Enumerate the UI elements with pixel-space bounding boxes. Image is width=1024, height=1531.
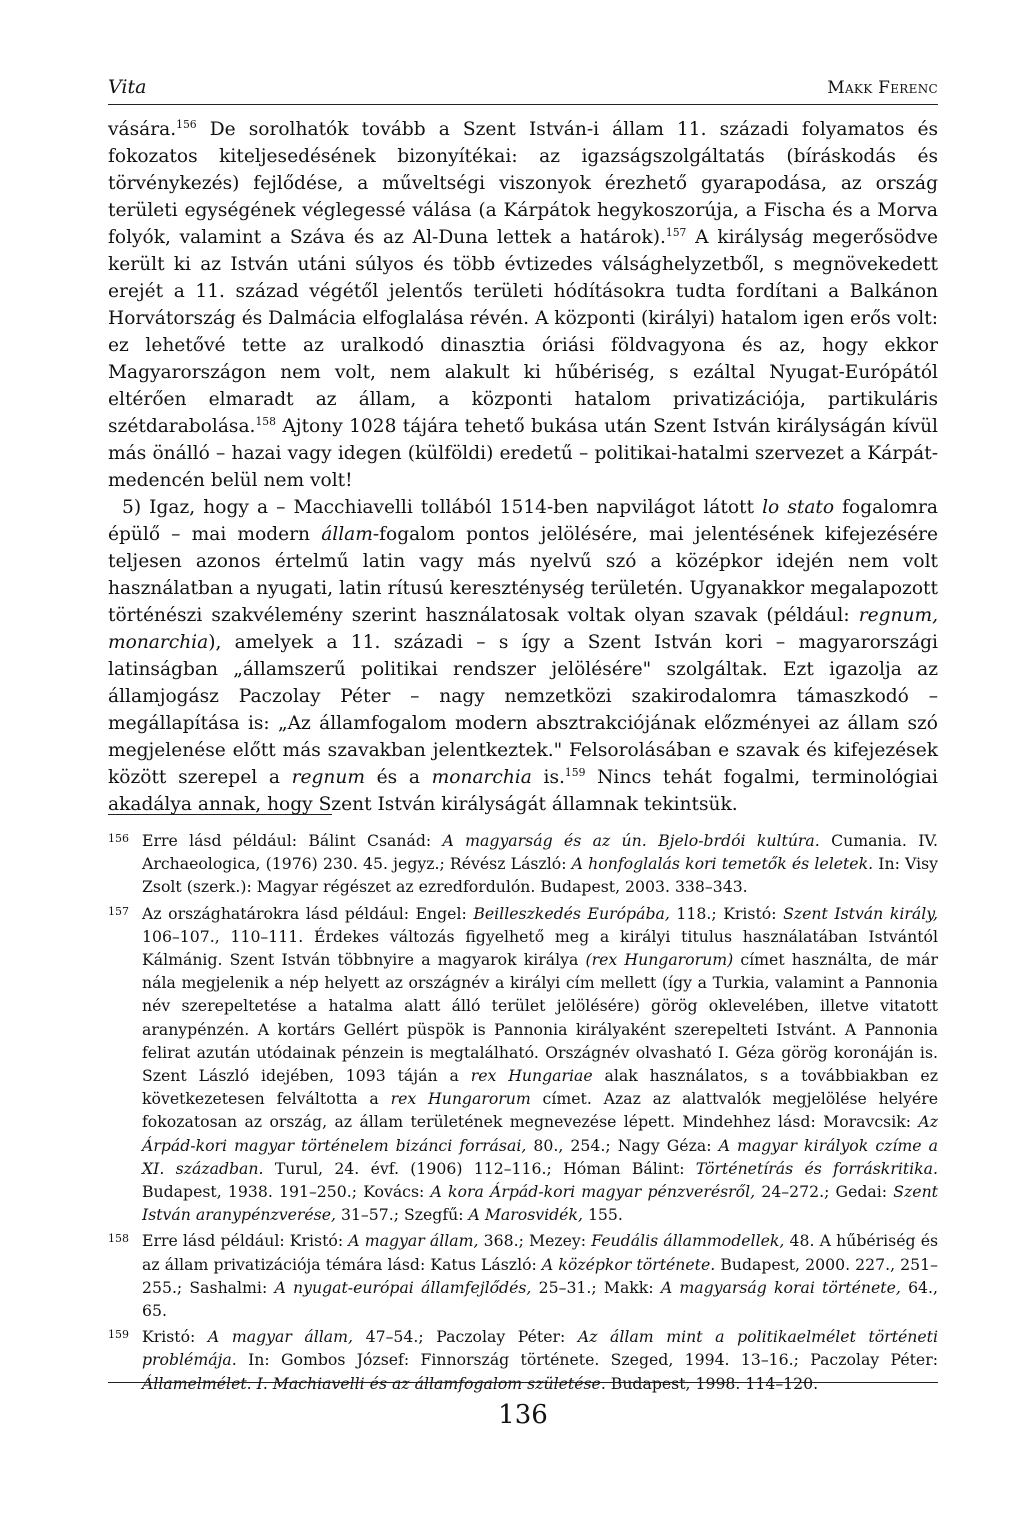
text-run: Erre lásd például: Bálint Csanád: <box>142 831 443 850</box>
italic-title: Feudális állammodellek, <box>591 1231 785 1251</box>
text-run: Ajtony 1028 tájára tehető bukása után Szent István királyságán kívül más önálló – hazai vagy idegen (külföldi) eredetű – politikai-hatalmi szervezet a Kárpát-medencén belül nem volt! <box>108 416 938 491</box>
text-run: Az országhatárokra lásd például: Engel: <box>142 903 474 923</box>
italic-title: A Marosvidék, <box>468 1205 583 1225</box>
text-run: 25–31.; Makk: <box>531 1277 661 1297</box>
italic-title: A középkor története. <box>541 1254 716 1274</box>
footnote-separator <box>108 814 332 815</box>
footnote-156 <box>108 829 938 899</box>
text-run: 80., 254.; Nagy Géza: <box>526 1135 719 1155</box>
footnote-number: 156 <box>108 832 129 845</box>
footnote-number: 157 <box>108 904 129 918</box>
italic-title: A magyar állam, <box>207 1327 354 1347</box>
text-run: Erre lásd például: Kristó: <box>142 1231 349 1251</box>
text-run: In: Visy Zsolt (szerk.): Magyar régészet az ezredfordulón. Budapest, 2003. 338–343. <box>142 854 939 897</box>
text-run: 31–57.; Szegfű: <box>335 1205 469 1225</box>
text-run: 24–272.; Gedai: <box>755 1182 894 1202</box>
text-run: 368.; Mezey: <box>478 1231 592 1251</box>
italic-title: rex Hungarorum <box>390 1089 531 1109</box>
text-run: 47–54.; Paczolay Péter: <box>353 1327 578 1347</box>
text-run: 64., 65. <box>142 1277 939 1321</box>
italic-term: regnum <box>291 767 365 788</box>
text-run: Turul, 24. évf. (1906) 112–116.; Hóman Bálint: <box>263 1158 696 1178</box>
text-run: fogalomra épülő – mai modern <box>108 497 938 545</box>
italic-title: Történetírás és forráskritika. <box>695 1158 939 1178</box>
italic-term: állam <box>321 524 373 545</box>
text-run: A királyság megerősödve került ki az István utáni súlyos és több évtizedes válsághelyzetből, s megnövekedett erejét a 11. század végétől jelentős területi hódításokra tudta fordítani a Balkánon Horvátország és Dalmácia elfoglalása révén. A központi (királyi) hatalom igen erős volt: ez lehetővé tette az uralkodó dinasztia óriási földvagyona és az, hogy ekkor Magyarországon nem volt, nem alakult ki hűbériség, s ezáltal Nyugat-Európától eltérően elmaradt az állam, a központi hatalom privatizációja, partikuláris szétdarabolása. <box>108 227 938 437</box>
italic-title: (rex Hungarorum) <box>585 950 734 970</box>
italic-title: Az állam mint a politikaelmélet történeti problémája. <box>142 1327 939 1370</box>
footnote-159 <box>108 1325 938 1395</box>
footnote-number: 158 <box>108 1232 129 1246</box>
author-name: Makk Ferenc <box>827 78 938 98</box>
text-run: címet. Azaz az alattvalók megjelölése helyére fokozatosan az ország, az állam területének megnevezése lépett. Mindehhez lásd: Moravcsik: <box>142 1089 938 1132</box>
footnote-ref-157[interactable]: 157 <box>665 225 687 239</box>
italic-title: Az Árpád-kori magyar történelem bizánci forrásai, <box>142 1112 938 1155</box>
text-run: ), amelyek a 11. századi – s így a Szent István kori – magyarországi latinságban „államszerű politikai rendszer jelölésére" szolgáltak. Ezt igazolja az államjogász Paczolay Péter – nagy nemzetközi szakirodalomra támaszkodó – megállapítása is: „Az államfogalom modern absztrakciójának előzményei az állam szó megjelenése előtt más szavakban jelentkeztek." Felsorolásában e szavak és kifejezések között szerepel a <box>108 632 938 788</box>
footnote-ref-158[interactable]: 158 <box>255 414 277 428</box>
text-run: 155. <box>582 1205 623 1225</box>
paragraph-2 <box>108 494 938 818</box>
footnote-ref-156[interactable]: 156 <box>176 117 197 131</box>
text-run: Nincs tehát fogalmi, terminológiai akadálya annak, hogy Szent István királyságát államnak tekintsük. <box>108 767 938 815</box>
text-run: Cumania. IV. Archaeologica, (1976) 230. 45. jegyz.; Révész László: <box>142 831 938 874</box>
italic-title: Államelmélet. I. Machiavelli és az államfogalom születése. <box>142 1373 606 1393</box>
running-header <box>108 74 938 105</box>
italic-term: lo stato <box>762 497 835 518</box>
text-run: 118.; Kristó: <box>669 903 784 923</box>
footnote-number: 159 <box>108 1328 129 1342</box>
text-run: 106–107., 110–111. Érdekes változás figyelhető meg a királyi titulus használatában Istvántól Kálmánig. Szent István többnyire a magyarok királya <box>142 926 938 970</box>
italic-title: A magyar állam, <box>348 1231 479 1251</box>
text-run: 48. A hűbériség és az állam privatizációja témára lásd: Katus László: <box>142 1231 939 1274</box>
text-run: is. <box>531 767 565 788</box>
text-run: Budapest, 1938. 191–250.; Kovács: <box>142 1182 431 1202</box>
text-run: 5) Igaz, hogy a – Macchiavelli tollából 1514-ben napvilágot látott <box>122 497 763 518</box>
text-run: Budapest, 1998. 114–120. <box>605 1373 819 1393</box>
italic-title: A nyugat-európai államfejlődés, <box>274 1277 532 1297</box>
book-page <box>108 0 938 1531</box>
text-run: De sorolhatók tovább a Szent István-i állam 11. századi folyamatos és fokozatos kiteljesedésének bizonyítékai: az igazságszolgáltatás (bíráskodás és törvénykezés) fejlődése, a műveltségi viszonyok érezhető gyarapodása, az ország területi egységének véglegessé válása (a Kárpátok hegykoszorúja, a Fischa és a Morva folyók, valamint a Száva és az Al-Duna lettek a határok). <box>108 119 938 248</box>
italic-title: rex Hungariae <box>470 1066 593 1086</box>
text-run: In: Gombos József: Finnország története. Szeged, 1994. 13–16.; Paczolay Péter: <box>236 1350 938 1370</box>
footnotes <box>108 829 938 1398</box>
italic-term: regnum, monarchia <box>108 605 938 653</box>
italic-term: monarchia <box>431 767 532 788</box>
footnote-ref-159[interactable]: 159 <box>564 765 586 779</box>
section-title: Vita <box>108 76 147 98</box>
text-run: Budapest, 2000. 227., 251–255.; Sashalmi: <box>142 1254 938 1297</box>
text-run: Kristó: <box>142 1327 208 1347</box>
page-number: 136 <box>498 1400 548 1430</box>
italic-title: A honfoglalás kori temetők és leletek. <box>571 854 874 874</box>
footnote-157 <box>108 902 938 1227</box>
text-run: alak használatos, s a továbbiakban ez következetesen felváltotta a <box>142 1066 938 1109</box>
text-run: vására. <box>108 119 177 140</box>
main-text <box>108 116 938 818</box>
italic-title: A magyarság korai története, <box>660 1277 901 1297</box>
text-run: -fogalom pontos jelölésére, mai jelentésének kifejezésére teljesen azonos értelmű latin vagy más nyelvű szó a középkor idején nem volt használatban a nyugati, latin rítusú kereszténység területén. Ugyanakkor megalapozott történészi szakvélemény szerint használatosak voltak olyan szavak (például: <box>108 524 938 626</box>
footnote-158 <box>108 1229 938 1322</box>
italic-title: Szent István király, <box>783 903 938 923</box>
paragraph-1 <box>108 116 938 494</box>
bottom-separator <box>108 1382 938 1383</box>
text-run: címet használta, de már nála megjelenik a nép helyett az országnév a királyi cím mellett (így a Turkia, valamint a Pannonia név szerepeltetése a hatalma alatt álló terület jelölésére) görög oklevelében, illetve vitatott aranypénzén. A kortárs Gellért püspök is Pannonia királyaként szerepelteti Istvánt. A Pannonia felirat azután utódainak pénzein is megtalálható. Országnév olvasható I. Géza görög koronáján is. Szent László idejében, 1093 táján a <box>142 950 938 1086</box>
italic-title: Beilleszkedés Európába, <box>473 903 670 923</box>
italic-title: A magyar királyok czíme a XI. században. <box>142 1135 938 1178</box>
italic-title: A magyarság és az ún. Bjelo-brdói kultúra. <box>442 831 820 850</box>
italic-title: Szent István aranypénzverése, <box>142 1182 938 1225</box>
italic-title: A kora Árpád-kori magyar pénzverésről, <box>430 1182 756 1202</box>
text-run: és a <box>364 767 432 788</box>
